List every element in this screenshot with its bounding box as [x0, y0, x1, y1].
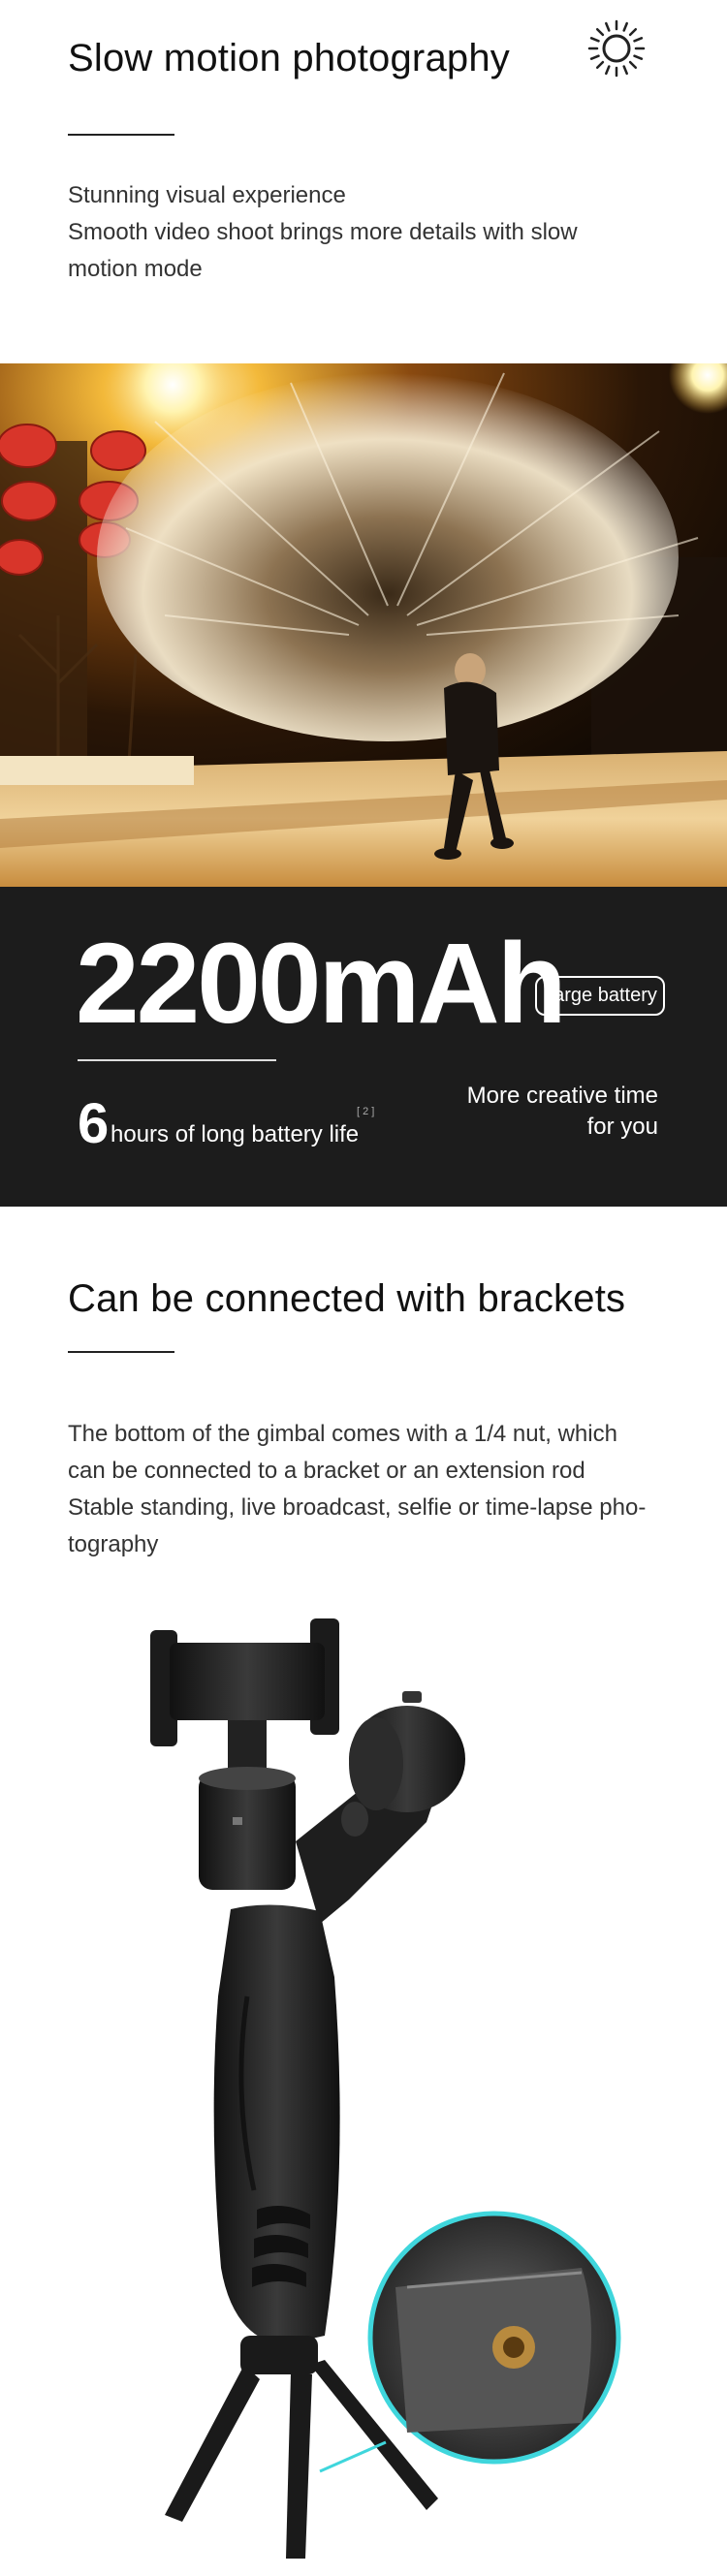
- bracket-line-1: The bottom of the gimbal comes with a 1/4 nut, which: [68, 1421, 617, 1447]
- creative-line-1: More creative time: [466, 1083, 658, 1109]
- creative-line-2: for you: [586, 1114, 658, 1140]
- bracket-line-3: Stable standing, live broadcast, selfie or time-lapse pho-: [68, 1494, 647, 1521]
- battery-hours-number: 6: [78, 1092, 110, 1155]
- title-underline: [68, 134, 174, 136]
- slow-motion-description: [68, 177, 578, 288]
- capacity-underline: [78, 1059, 276, 1061]
- bracket-line-2: can be connected to a bracket or an extension rod: [68, 1458, 585, 1484]
- nut-zoom-detail: [370, 2214, 618, 2462]
- zoom-pointer-line: [320, 2442, 386, 2471]
- battery-hours-text: hours of long battery life: [111, 1121, 360, 1147]
- battery-section: [0, 887, 727, 1207]
- large-battery-badge: Large battery: [535, 976, 665, 1016]
- gimbal-motor: [199, 1767, 296, 1890]
- slow-motion-line-3: motion mode: [68, 256, 203, 282]
- battery-footnote: [ 2 ]: [357, 1106, 375, 1117]
- bracket-title-underline: [68, 1351, 174, 1353]
- aperture-icon: [585, 17, 648, 79]
- winter-splash-photo: [0, 363, 727, 887]
- gimbal-handle: [214, 1904, 340, 2345]
- gimbal-product-image: [0, 1589, 727, 2576]
- phone-clamp: [150, 1618, 339, 1778]
- slow-motion-photo: [0, 363, 727, 887]
- battery-capacity: 2200mAh: [76, 920, 564, 1048]
- slow-motion-line-1: Stunning visual experience: [68, 182, 346, 208]
- slow-motion-line-2: Smooth video shoot brings more details with slow: [68, 219, 578, 245]
- slow-motion-title: Slow motion photography: [68, 37, 510, 79]
- bracket-section: [0, 1207, 727, 2576]
- slow-motion-section: [0, 0, 727, 363]
- bracket-title: Can be connected with brackets: [68, 1277, 626, 1320]
- bracket-description: [68, 1416, 646, 1563]
- creative-time-text: [467, 1081, 658, 1143]
- bracket-line-4: tography: [68, 1531, 159, 1557]
